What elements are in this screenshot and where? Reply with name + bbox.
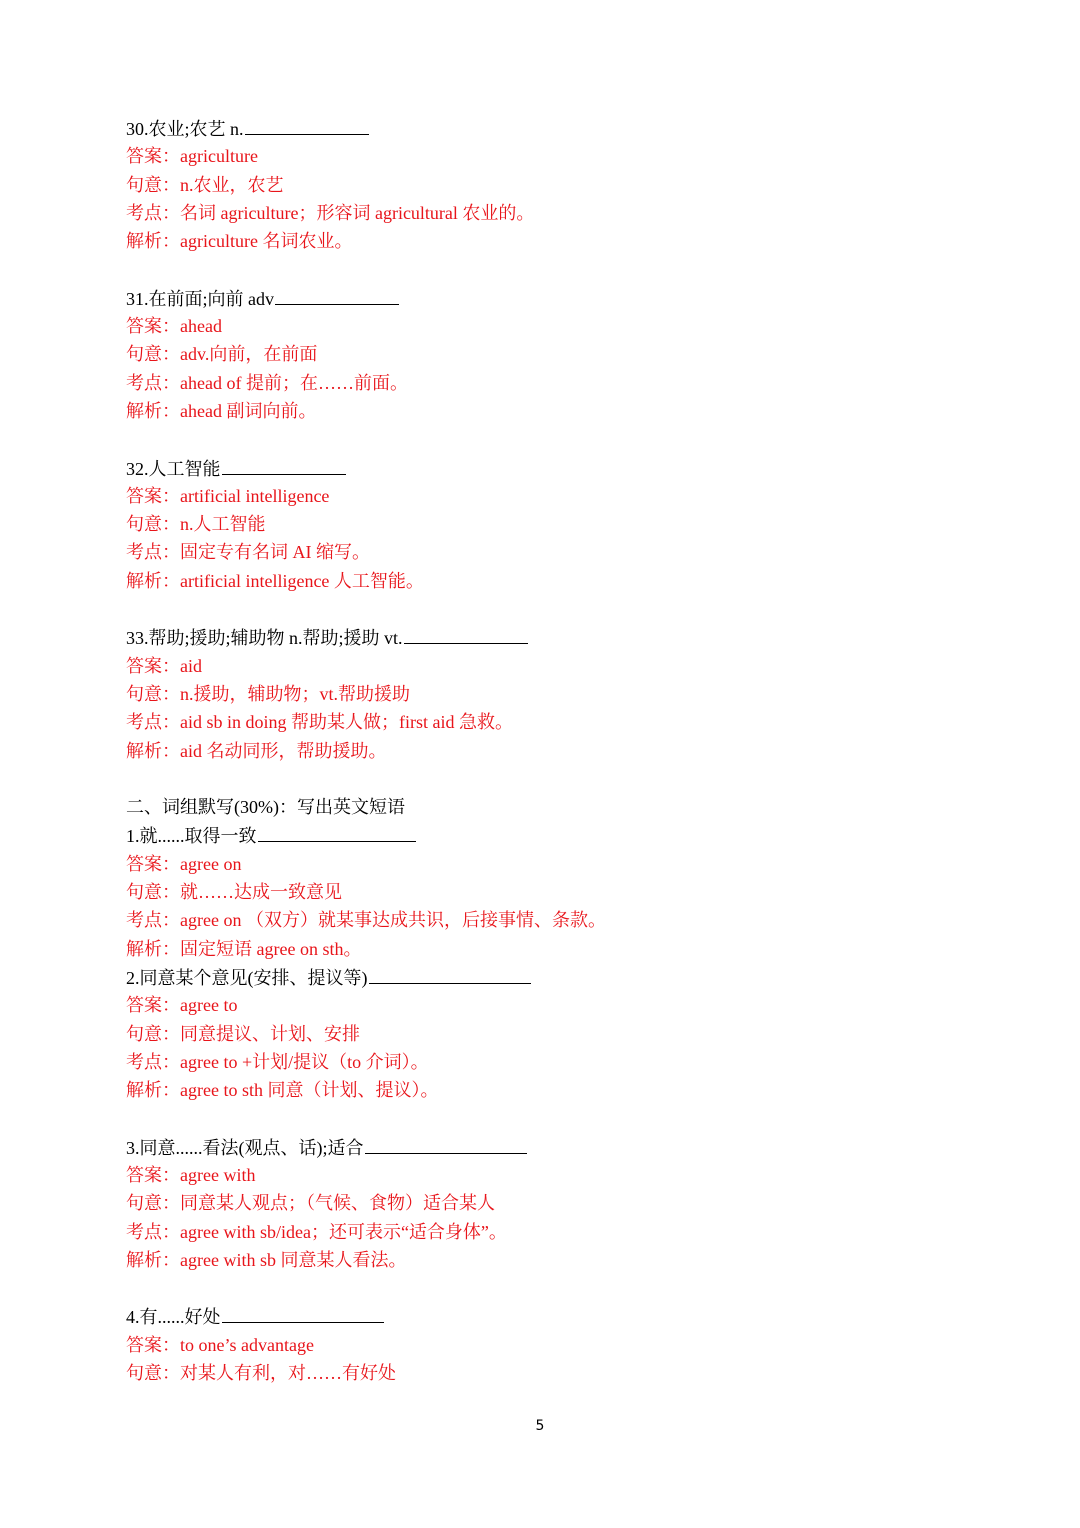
spacer	[126, 255, 986, 283]
answer-line: 答案：to one’s advantage	[126, 1334, 314, 1355]
phrase-question-1	[126, 821, 986, 849]
answer-line: 答案：ahead	[126, 316, 222, 337]
answer-blank	[369, 963, 531, 984]
answer-line: 答案：agree on	[126, 853, 242, 874]
answer-blank	[222, 454, 346, 475]
answer-line: 答案：agree with	[126, 1164, 256, 1185]
point-line: 考点：名词 agriculture；形容词 agricultural 农业的。	[126, 202, 535, 223]
answer-blank	[258, 821, 416, 842]
point-line: 考点：agree to +计划/提议（to 介词）。	[126, 1051, 429, 1072]
analysis-line: 解析：agree to sth 同意（计划、提议）。	[126, 1080, 439, 1101]
question-text: 3.同意......看法(观点、话);适合	[126, 1137, 364, 1158]
answer-blank	[222, 1302, 384, 1323]
question-text: 31.在前面;向前 adv	[126, 288, 274, 309]
point-line: 考点：agree with sb/idea；还可表示“适合身体”。	[126, 1221, 507, 1242]
point-line: 考点：固定专有名词 AI 缩写。	[126, 542, 370, 563]
question-text: 33.帮助;援助;辅助物 n.帮助;援助 vt.	[126, 628, 403, 649]
answer-blank	[275, 284, 399, 305]
question-text: 32.人工智能	[126, 458, 221, 479]
spacer	[126, 425, 986, 453]
question-31	[126, 284, 986, 312]
analysis-line: 解析：agriculture 名词农业。	[126, 231, 353, 252]
answer-line: 答案：artificial intelligence	[126, 485, 330, 506]
answer-line: 答案：aid	[126, 655, 202, 676]
spacer	[126, 595, 986, 623]
question-text: 4.有......好处	[126, 1307, 221, 1328]
analysis-line: 解析：agree with sb 同意某人看法。	[126, 1249, 407, 1270]
meaning-line: 句意：adv.向前，在前面	[126, 344, 318, 365]
meaning-line: 句意：同意提议、计划、安排	[126, 1023, 360, 1044]
question-text: 2.同意某个意见(安排、提议等)	[126, 967, 368, 988]
question-30	[126, 114, 986, 142]
answer-blank	[404, 623, 528, 644]
page-content	[126, 114, 986, 1387]
meaning-line: 句意：对某人有利，对……有好处	[126, 1363, 396, 1384]
point-line: 考点：ahead of 提前；在……前面。	[126, 372, 408, 393]
page-number: 5	[535, 1418, 545, 1434]
answer-line: 答案：agree to	[126, 995, 238, 1016]
analysis-line: 解析：aid 名动同形，帮助援助。	[126, 740, 387, 761]
question-32	[126, 454, 986, 482]
analysis-line: 解析：artificial intelligence 人工智能。	[126, 570, 424, 591]
spacer	[126, 1274, 986, 1302]
analysis-line: 解析：ahead 副词向前。	[126, 400, 317, 421]
phrase-question-3	[126, 1133, 986, 1161]
answer-blank	[245, 114, 369, 135]
answer-line: 答案：agriculture	[126, 146, 258, 167]
meaning-line: 句意：就……达成一致意见	[126, 882, 342, 903]
spacer	[126, 765, 986, 793]
question-text: 30.农业;农艺 n.	[126, 119, 244, 139]
meaning-line: 句意：n.人工智能	[126, 514, 266, 535]
point-line: 考点：aid sb in doing 帮助某人做；first aid 急救。	[126, 712, 513, 733]
analysis-line: 解析：固定短语 agree on sth。	[126, 938, 362, 959]
spacer	[126, 1104, 986, 1132]
answer-blank	[365, 1133, 527, 1154]
meaning-line: 句意：n.援助，辅助物；vt.帮助援助	[126, 683, 410, 704]
question-text: 1.就......取得一致	[126, 826, 257, 847]
section-heading: 二、词组默写(30%)：写出英文短语	[126, 797, 405, 818]
question-33	[126, 623, 986, 651]
phrase-question-2	[126, 963, 986, 991]
meaning-line: 句意：同意某人观点；（气候、食物）适合某人	[126, 1193, 495, 1214]
point-line: 考点：agree on （双方）就某事达成共识，后接事情、条款。	[126, 910, 606, 931]
phrase-question-4	[126, 1302, 986, 1330]
meaning-line: 句意：n.农业，农艺	[126, 174, 284, 195]
